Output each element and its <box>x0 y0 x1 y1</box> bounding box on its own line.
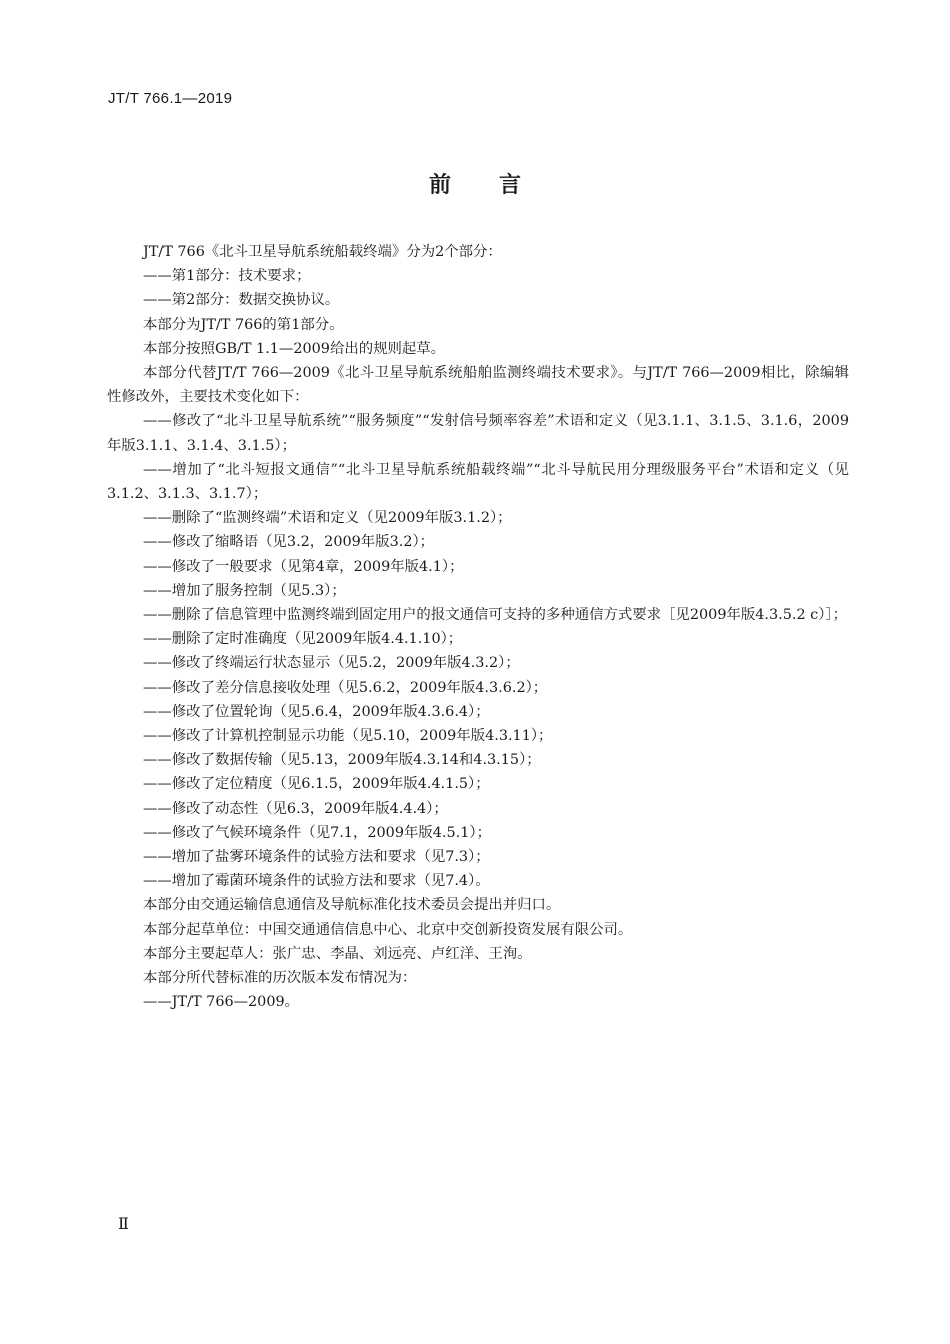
paragraph: ——修改了数据传输（见5.13，2009年版4.3.14和4.3.15）； <box>143 752 541 769</box>
paragraph: ——第1部分：技术要求； <box>143 268 311 285</box>
paragraph: 本部分起草单位：中国交通通信信息中心、北京中交创新投资发展有限公司。 <box>143 921 633 938</box>
paragraph: ——增加了霉菌环境条件的试验方法和要求（见7.4）。 <box>143 873 490 890</box>
paragraph: ——修改了动态性（见6.3，2009年版4.4.4）； <box>143 800 448 817</box>
paragraph: ——增加了服务控制（见5.3）； <box>143 582 346 599</box>
paragraph: 本部分主要起草人：张广忠、李晶、刘远亮、卢红洋、王洵。 <box>143 945 532 962</box>
paragraph: 本部分按照GB/T 1.1—2009给出的规则起草。 <box>143 340 446 357</box>
paragraph: ——删除了信息管理中监测终端到固定用户的报文通信可支持的多种通信方式要求［见2009年版4.3.5.2 c）］； <box>143 607 848 624</box>
paragraph: ——修改了缩略语（见3.2，2009年版3.2）； <box>143 534 435 551</box>
paragraph: 本部分由交通运输信息通信及导航标准化技术委员会提出并归口。 <box>143 897 561 914</box>
paragraph: ——修改了“北斗卫星导航系统”“服务频度”“发射信号频率容差”术语和定义（见3.1.1、3.1.5、3.1.6，2009年版3.1.1、3.1.4、3.1.5）； <box>107 413 849 454</box>
paragraph: ——第2部分：数据交换协议。 <box>143 292 340 309</box>
title-char-2: 言 <box>499 173 522 198</box>
paragraph: 本部分所代替标准的历次版本发布情况为： <box>143 970 417 987</box>
standard-code-header: JT/T 766.1—2019 <box>108 90 233 107</box>
paragraph: ——修改了计算机控制显示功能（见5.10，2009年版4.3.11）； <box>143 728 553 745</box>
paragraph: 本部分代替JT/T 766—2009《北斗卫星导航系统船舶监测终端技术要求》。与JT/T 766—2009相比，除编辑性修改外，主要技术变化如下： <box>107 365 849 406</box>
paragraph: ——修改了位置轮询（见5.6.4，2009年版4.3.6.4）； <box>143 703 490 720</box>
page-title <box>0 168 950 199</box>
foreword-body <box>107 240 849 1015</box>
paragraph: ——删除了“监测终端”术语和定义（见2009年版3.1.2）； <box>143 510 512 527</box>
paragraph: ——修改了一般要求（见第4章，2009年版4.1）； <box>143 558 464 575</box>
paragraph: ——修改了气候环境条件（见7.1，2009年版4.5.1）； <box>143 824 491 841</box>
paragraph: ——修改了定位精度（见6.1.5，2009年版4.4.1.5）； <box>143 776 490 793</box>
title-char-1: 前 <box>428 173 451 198</box>
paragraph: ——JT/T 766—2009。 <box>143 994 300 1011</box>
paragraph: JT/T 766《北斗卫星导航系统船载终端》分为2个部分： <box>143 244 502 260</box>
paragraph: ——删除了定时准确度（见2009年版4.4.1.10）； <box>143 631 463 648</box>
paragraph: ——增加了“北斗短报文通信”“北斗卫星导航系统船载终端”“北斗导航民用分理级服务平台”术语和定义（见3.1.2、3.1.3、3.1.7）； <box>107 461 849 503</box>
paragraph: ——修改了终端运行状态显示（见5.2，2009年版4.3.2）； <box>143 655 520 672</box>
paragraph: ——增加了盐雾环境条件的试验方法和要求（见7.3）； <box>143 849 490 866</box>
paragraph: 本部分为JT/T 766的第1部分。 <box>143 316 344 333</box>
paragraph: ——修改了差分信息接收处理（见5.6.2，2009年版4.3.6.2）； <box>143 679 548 696</box>
page-number: Ⅱ <box>118 1216 129 1233</box>
